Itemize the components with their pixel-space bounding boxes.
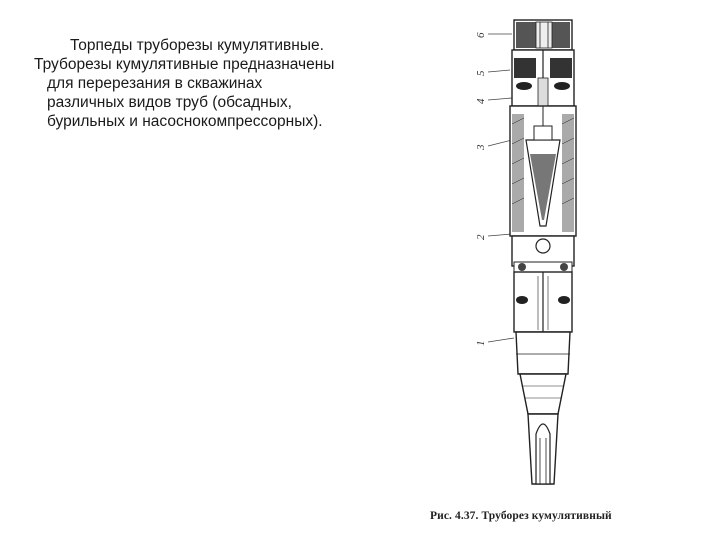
upper-body: [512, 50, 574, 106]
figure-caption: Рис. 4.37. Труборез кумулятивный: [430, 510, 612, 522]
callout-2: 2: [475, 234, 487, 240]
text-line-4: бурильных и насоснокомпрессорных).: [47, 113, 323, 130]
text-line-3: различных видов труб (обсадных,: [47, 94, 292, 111]
middle-joint: [512, 236, 574, 272]
description-text: [34, 36, 374, 131]
callout-3: 3: [475, 144, 487, 150]
callout-labels: [475, 32, 487, 346]
lower-body: [514, 272, 572, 332]
callout-6: 6: [475, 32, 487, 38]
callout-1: 1: [475, 340, 487, 346]
slide-title: Торпеды труборезы кумулятивные.: [70, 37, 324, 54]
top-cap: [514, 20, 572, 50]
main-housing: [510, 106, 576, 236]
callout-4: 4: [475, 98, 487, 104]
nose-section: [516, 332, 570, 484]
callout-5: 5: [475, 70, 487, 76]
text-line-2: для перерезания в скважинах: [47, 75, 263, 92]
text-line-1: Труборезы кумулятивные предназначены: [34, 56, 335, 73]
pipe-cutter-drawing: [470, 14, 630, 494]
